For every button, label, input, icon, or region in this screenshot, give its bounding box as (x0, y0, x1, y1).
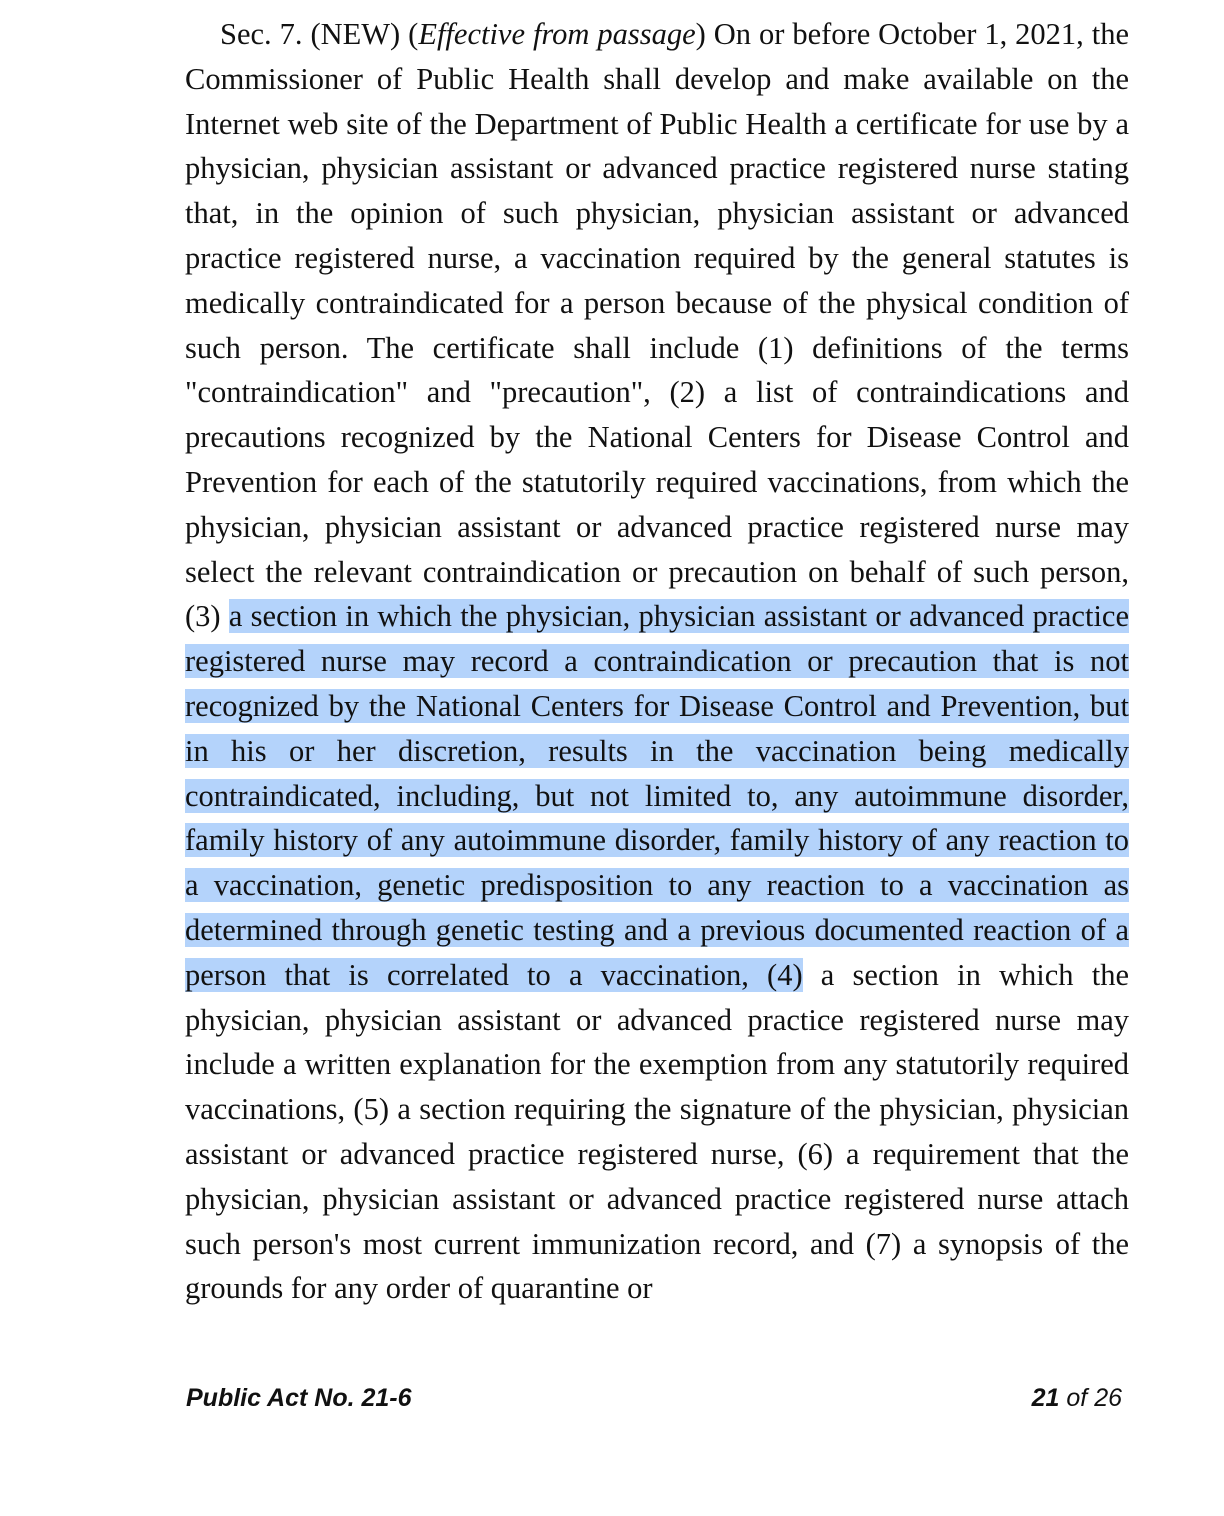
document-body (185, 12, 1129, 1311)
section-tag: (NEW) (310, 17, 401, 51)
selected-text-highlight[interactable]: a section in which the physician, physician assistant or advanced practice registered nurse may record a contraindication or precaution that is not recognized by the National Centers for Disease Control and Prevention, but in his or her discretion, results in the vaccination being medically contraindicated, including, but not limited to, any autoimmune disorder, family history of any autoimmune disorder, family history of any reaction to a vaccination, genetic predisposition to any reaction to a vaccination as determined through genetic testing and a previous documented reaction of a person that is correlated to a vaccination, (4) (185, 599, 1129, 992)
page-current: 21 (1031, 1384, 1060, 1412)
footer-act-number: Public Act No. 21-6 (186, 1384, 412, 1412)
effective-date-note: Effective from passage (418, 17, 696, 51)
paragraph-text-after-highlight: a section in which the physician, physician assistant or advanced practice registered nurse may include a written explanation for the exemption from any statutorily required vaccinations, (5) a section requiring the signature of the physician, physician assistant or advanced practice registered nurse, (6) a requirement that the physician, physician assistant or advanced practice registered nurse attach such person's most current immunization record, and (7) a synopsis of the grounds for any order of quarantine or (185, 957, 1130, 1306)
page-of: of (1059, 1384, 1095, 1412)
page-total: 26 (1094, 1384, 1122, 1412)
paragraph-text-before-highlight: On or before October 1, 2021, the Commissioner of Public Health shall develop and make available on the Internet web site of the Department of Public Health a certificate for use by a physician, physician assistant or advanced practice registered nurse stating that, in the opinion of such physician, physician assistant or advanced practice registered nurse, a vaccination required by the general statutes is medically contraindicated for a person because of the physical condition of such person. The certificate shall include (1) definitions of the terms "contraindication" and "precaution", (2) a list of contraindications and precautions recognized by the National Centers for Disease Control and Prevention for each of the statutorily required vaccinations, from which the physician, physician assistant or advanced practice registered nurse may select the relevant contraindication or precaution on behalf of such person, (3) (185, 17, 1129, 634)
section-7-paragraph (185, 12, 1129, 1311)
effective-close: ) (695, 17, 706, 51)
effective-open: ( (408, 17, 419, 51)
footer-page-number (1032, 1384, 1122, 1413)
section-label: Sec. 7. (220, 17, 303, 51)
